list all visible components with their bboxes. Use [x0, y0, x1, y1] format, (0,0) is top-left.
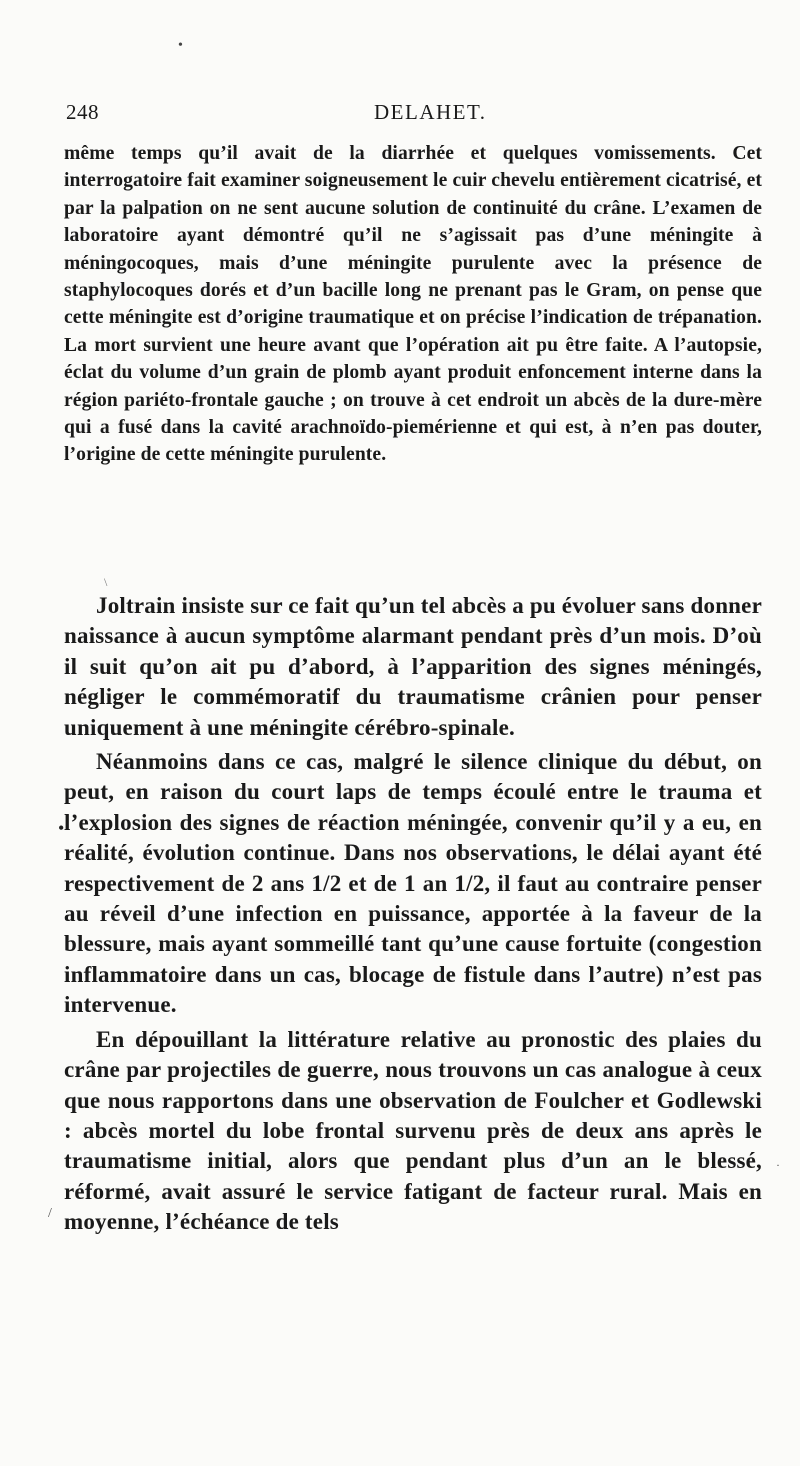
quoted-paragraph: même temps qu’il avait de la diarrhée et quelques vomissements. Cet interrogatoire fait examiner soigneusement le cuir chevelu entièrement cicatrisé, et par la palpation on ne sent aucune solution de continuité du crâne. L’examen de laboratoire ayant démontré qu’il ne s’agissait pas d’une méningite à méningocoques, mais d’une méningite purulente avec la présence de staphylocoques dorés et d’un bacille long ne prenant pas le Gram, on pense que cette méningite est d’origine traumatique et on précise l’indication de trépanation. La mort survient une heure avant que l’opération ait pu être faite. A l’autopsie, éclat du volume d’un grain de plomb ayant produit enfoncement interne dans la région pariéto-frontale gauche ; on trouve à cet endroit un abcès de la dure-mère qui a fusé dans la cavité arachnoïdo-piemérienne et qui est, à n’en pas douter, l’origine de cette méningite purulente. [64, 143, 762, 466]
margin-dot: • [58, 818, 65, 838]
margin-dot-right: · [776, 1158, 780, 1172]
running-title: DELAHET. [374, 100, 487, 124]
paragraph-litterature: En dépouillant la littérature relative au pronostic des plaies du crâne par projectiles de guerre, nous trouvons un cas analogue à ceux que nous rapportons dans une observation de Foulcher et Godlewski : abcès mortel du lobe frontal survenu près de deux ans après le traumatisme initial, alors que pendant plus d’un an le blessé, réformé, avait assuré le service fatigant de facteur rural. Mais en moyenne, l’échéance de tels [64, 1026, 762, 1235]
margin-mark: / [48, 1206, 52, 1221]
page-number: 248 [66, 100, 99, 124]
quoted-observation [64, 140, 762, 469]
ink-speck: • [178, 38, 183, 53]
page-header [66, 100, 766, 130]
paragraph-neanmoins: Néanmoins dans ce cas, malgré le silence clinique du début, on peut, en raison du court laps de temps écoulé entre le trauma et l’explosion des signes de réaction méningée, convenir qu’il y a eu, en réalité, évolution continue. Dans nos observations, le délai ayant été respectivement de 2 ans 1/2 et de 1 an 1/2, il faut au contraire penser au réveil d’une infection en puissance, apportée à la faveur de la blessure, mais ayant sommeillé tant qu’une cause fortuite (congestion inflammatoire dans un cas, blocage de fistule dans l’autre) n’est pas intervenue. [64, 749, 762, 1018]
ink-mark: \ [104, 575, 108, 589]
paragraph-joltrain: Joltrain insiste sur ce fait qu’un tel abcès a pu évoluer sans donner naissance à aucun symptôme alarmant pendant près d’un mois. D’où il suit qu’on ait pu d’abord, à l’apparition des signes méningés, négliger le commémoratif du traumatisme crânien pour penser uniquement à une méningite cérébro-spinale. [64, 593, 762, 740]
body-text [64, 591, 762, 1242]
